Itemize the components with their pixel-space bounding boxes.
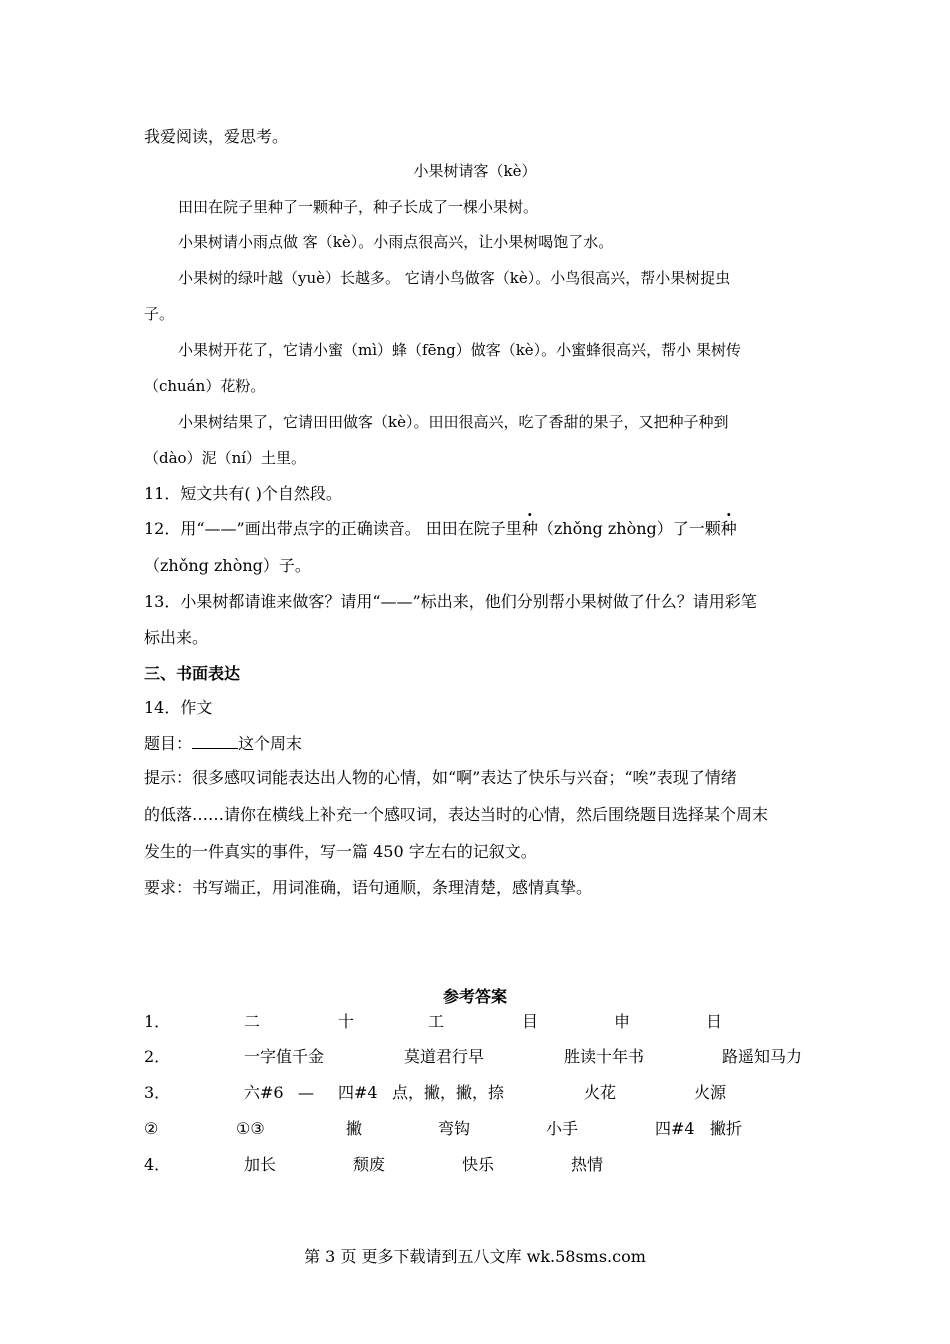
question-12: [144, 519, 737, 539]
hint-line-1: 提示：很多感叹词能表达出人物的心情，如“啊”表达了快乐与兴奋；“唉”表现了情绪: [144, 768, 737, 787]
answer-row-1-num: 1．: [144, 1012, 171, 1031]
answer-cell: 火花: [584, 1083, 617, 1102]
question-12-cont: （zhǒng zhòng）子。: [144, 556, 311, 575]
story-paragraph-1: 田田在院子里种了一颗种子，种子长成了一棵小果树。: [178, 198, 539, 216]
answer-row-3-num: 3．: [144, 1083, 171, 1102]
hint-line-2: 的低落……请你在横线上补充一个感叹词，表达当时的心情，然后围绕题目选择某个周末: [144, 805, 769, 824]
answer-cell: 四#4: [338, 1083, 378, 1102]
answer-cell: 二: [244, 1012, 261, 1031]
question-13: 13．小果树都请谁来做客？请用“——”标出来，他们分别帮小果树做了什么？请用彩笔: [144, 592, 757, 611]
requirements: 要求：书写端正，用词准确，语句通顺，条理清楚，感情真挚。: [144, 878, 593, 897]
answer-cell: 莫道君行早: [404, 1047, 485, 1066]
question-14: 14．作文: [144, 698, 213, 717]
answer-row-4-num: ②: [144, 1119, 159, 1138]
story-paragraph-3-cont: 子。: [144, 305, 175, 323]
answer-cell: 目: [522, 1012, 539, 1031]
answer-cell: 工: [428, 1012, 445, 1031]
answer-cell: 颓废: [353, 1155, 386, 1174]
answer-cell: 一字值千金: [244, 1047, 325, 1066]
dotted-char-2: 种: [720, 519, 737, 538]
question-12-text: 12．用“——”画出带点字的正确读音。 田田在院子里: [144, 519, 522, 538]
answer-row-2-num: 2．: [144, 1047, 171, 1066]
story-paragraph-4-cont: （chuán）花粉。: [144, 377, 266, 395]
answer-cell: 火源: [694, 1083, 727, 1102]
topic-text: 这个周末: [238, 734, 303, 753]
answer-cell: 快乐: [462, 1155, 495, 1174]
answer-cell: 小手: [546, 1119, 579, 1138]
question-13-cont: 标出来。: [144, 628, 209, 647]
answer-cell: 撇: [346, 1119, 363, 1138]
story-paragraph-3: 小果树的绿叶越（yuè）长越多。 它请小鸟做客（kè）。小鸟很高兴，帮小果树捉虫: [178, 269, 731, 287]
answer-cell: 路遥知马力: [722, 1047, 803, 1066]
topic-label: 题目：: [144, 734, 193, 753]
answer-cell: 日: [706, 1012, 723, 1031]
story-paragraph-4: 小果树开花了，它请小蜜（mì）蜂（fēng）做客（kè）。小蜜蜂很高兴，帮小 果树传: [178, 341, 741, 359]
dotted-char-1: 种: [521, 519, 538, 538]
answer-cell: 六#6: [244, 1083, 284, 1102]
story-paragraph-5: 小果树结果了，它请田田做客（kè）。田田很高兴，吃了香甜的果子，又把种子种到: [178, 413, 729, 431]
answer-cell: 撇折: [710, 1119, 743, 1138]
section-heading: 三、书面表达: [144, 664, 241, 683]
answer-cell: 点，撇，撇，捺: [392, 1083, 505, 1102]
answer-cell: 弯钩: [438, 1119, 471, 1138]
story-paragraph-5-cont: （dào）泥（ní）土里。: [144, 449, 307, 467]
intro-line: 我爱阅读，爱思考。: [144, 127, 289, 146]
answer-cell: 申: [614, 1012, 631, 1031]
answers-heading: 参考答案: [442, 987, 507, 1006]
question-12-pinyin: （zhǒng zhòng）了一颗: [537, 519, 721, 538]
answer-cell: 加长: [244, 1155, 277, 1174]
page-footer: 第 3 页 更多下载请到五八文库 wk.58sms.com: [304, 1247, 646, 1266]
story-paragraph-2: 小果树请小雨点做 客（kè）。小雨点很高兴，让小果树喝饱了水。: [178, 233, 614, 251]
answer-row-5-num: 4．: [144, 1155, 171, 1174]
story-title: 小果树请客（kè）: [413, 162, 537, 180]
answer-cell: 四#4: [655, 1119, 695, 1138]
answer-cell: 十: [338, 1012, 355, 1031]
question-11: 11．短文共有( )个自然段。: [144, 484, 342, 503]
topic-blank: [192, 734, 238, 749]
answer-cell: ①③: [236, 1119, 265, 1138]
answer-cell: 胜读十年书: [564, 1047, 645, 1066]
answer-cell: 热情: [571, 1155, 604, 1174]
answer-cell: —: [298, 1083, 314, 1102]
hint-line-3: 发生的一件真实的事件，写一篇 450 字左右的记叙文。: [144, 842, 537, 861]
topic-line: [144, 734, 302, 754]
